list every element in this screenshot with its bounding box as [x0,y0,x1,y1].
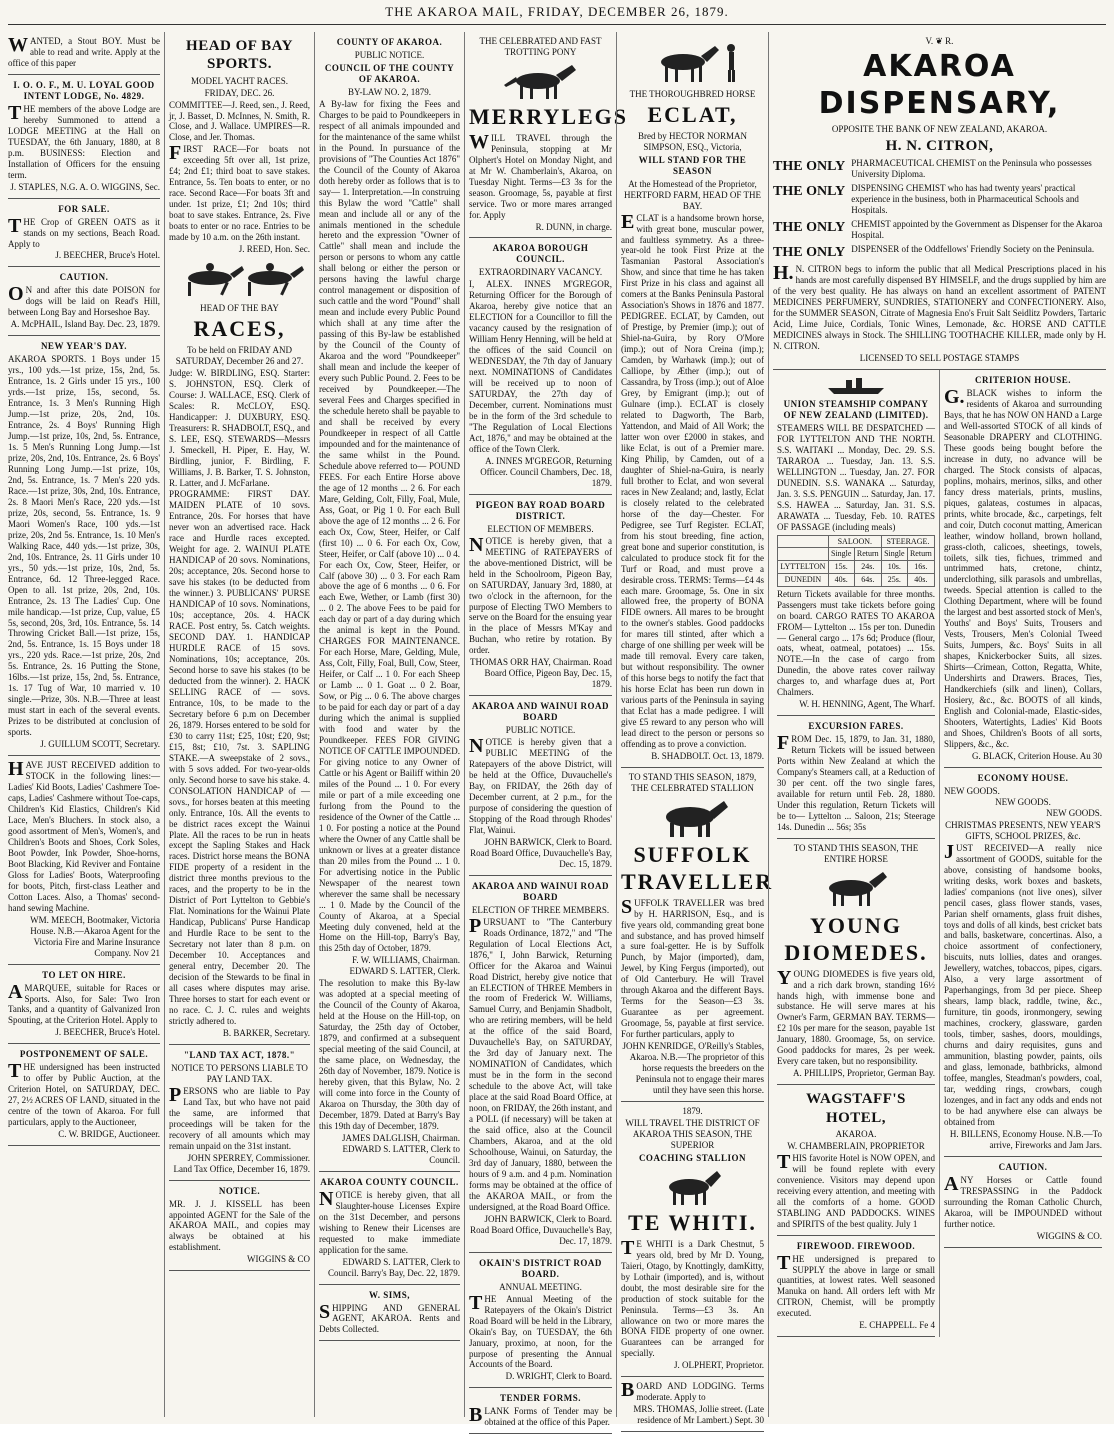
ad-eclat [621,32,764,768]
ad-signature: A. McPHAIL, Island Bay. Dec. 23, 1879. [10,319,160,330]
ad-pre: WILL TRAVEL THE DISTRICT OF AKAROA THIS SEASON, THE SUPERIOR [625,1118,760,1150]
ad-bred: Bred by HECTOR NORMAN SIMPSON, ESQ., Victoria, [637,130,748,152]
ad-title: AKAROA AND WAINUI ROAD BOARD [471,701,610,723]
ad-title: CAUTION. [998,1161,1048,1172]
ad-body: A By-law for fixing the Fees and Charges to be paid to Poundkeepers in respect of all animals impounded and for the maintenance of the same whilst in the Pound. In pursuance of the provisions of "The Counties Act 1876" the Council of the County of Akaroa doth hereby order as follows that is to say— 1. Interpretation.—In construing this Bylaw the word "Cattle" shall mean and include all or any of the animals mentioned in the schedule hereto and the expression "Owner of Cattle" shall mean and include the person or persons to whom any cattle shall belong or either the person or persons having the lawful charge control management or disposition of such cattle and the word "Pound" shall mean and include every Public Pound which shall at any time after the passing of this By-law be established by the Council of the County of Akaroa and the word "Poundkeeper" shall mean and include the keeper of every such Public Pound. 2. Fees to be received by Poundkeeper.—The several Fees and Charges specified in the schedule hereto shall be payable to and shall be received by every Poundkeeper in respect of all Cattle impounded and for the maintenance of the same whilst in the Pound. Schedule above referred to— POUND FEES. For each Entire Horse above the age of 12 months ... 2 6. For each Mare, Gelding, Colt, Filly, Foal, Mule, Ass, Goat, or Pig 1 0. For each Bull above the age of 12 months ... 2 6. For each Ox, Cow, Steer, Heifer, or Calf (first 10) ... 0 6. For each Ox, Cow, Steer, Heifer, or Calf (above 10) ... 0 4. For each Ox, Cow, Steer, Heifer, or Calf (above 30) ... 0 3. For each Ram above the age of 6 months ... 0 6. For each Ewe, Wether, or Lamb (first 30) ... 0 2. The above Fees to be paid for each day or part of a day during which the animal is kept in the Pound. CHARGES FOR MAINTENANCE. For each Horse, Mare, Gelding, Mule, Ass, Colt, Filly, Foal, Bull, Cow, Steer, Heifer, or Calf ... 1 0. For each Sheep or Lamb ... 0 1. Goat ... 0 2. Boar, Sow, or Pig ... 0 6. The above charges to be paid for each day or part of a day during which the animal is supplied with food and water by the Poundkeeper. FEES FOR GIVING NOTICE OF CATTLE IMPOUNDED. For giving notice to any Owner of Cattle or his Agent or Bailiff within 20 miles of the Pound ... 1 0. For every mile or part of a mile exceeding one furlong from the Pound to the residence of the Owner of the Cattle ... 1 0. For posting a notice at the Pound where the Owner of any Cattle shall be unknown or lives at a greater distance than 20 miles from the Pound ... 1 0. For advertising notice in the Public Newspaper of the nearest town wherever the same shall be necessary ... 1 0. Made by the Council of the County of Akaroa, at a Special Meeting duly convened, held at the Home on the Hill-top, Barry's Bay, this 25th day of October, 1879. [319,98,460,954]
ad-county-bylaw [319,32,460,1172]
ad-title: AKAROA COUNTY COUNCIL. [320,1176,459,1187]
ad-date: FRIDAY, DEC. 26. [204,87,275,98]
ad-land-tax [169,1045,310,1181]
ad-signature: F. W. WILLIAMS, Chairman. EDWARD S. LATTER, Clerk. [349,955,460,977]
eco-line: NEW GOODS. [1046,807,1102,818]
ad-subtitle: EXTRAORDINARY VACANCY. [478,267,603,278]
horse-icon [653,1167,733,1207]
ad-subtitle: PUBLIC NOTICE. [505,725,576,736]
rates-cell: 40s. [828,573,854,586]
horse-with-groom-icon [643,38,743,86]
ad-committee: COMMITTEE—J. Reed, sen., J. Reed, jr, J. Basset, D. McInnes, N. Smith, R. Close, and J. Wallace. UMPIRES—R. Close, and Jer. Thomas. [169,99,310,143]
ad-body: TE WHITI is a Dark Chestnut, 5 years old, bred by Mr D. Young, Taieri, Otago, by Knottingly, damKitty, by Lothair (imported), and is, without doubt, the most desirable sire for the production of stock suitable for the Peninsula. Terms—£3 3s. An allowance on two or more mares the BONA FIDE property of one owner. Guarantees can be arranged for specially. [621,1236,764,1359]
ad-body: G.BLACK wishes to inform the residents of Akaroa and surrounding Bays, that he has NOW ON HAND a Large and Well-assorted STOCK of all kinds of Seasonable DRAPERY and CLOTHING. These goods being bought before the increase in duty, no advance will be charged. The Stock consists of alpacas, poplins, mohairs, merinos, silks, and other fancy dress materials, prints, muslins, piques, galateas, costumes in alpacas, prints, white brocade, &c., carpetings, felt and coir, Dutch coconut matting, American leather, window holland, brown holland, grass-cloth, calicoes, sheetings, towels, toilets, silk ties, fichues, trimmed and untrimmed hats, cretone, chintz, underclothing, silk parasols and umbrellas, tweeds. Special attention is called to the Clothing Department, where will be found the largest and best assorted stock of Men's, Youths' and Boys' Suits, Trousers and Vests, Trousers, Men's Colonial Tweed Suits, Jumpers, &c. Boys' Suits in all shapes, Knickerbocker Suits, all sizes. Shirts—Crimean, Cotton, Regatta, White, Undershirts and Drawers. Braces, Ties, Handkerchiefs (silk and linen), Collars, Hosiery, &c., &c. BOOTS of all kinds, English and Colonial-made, Elastic-sides, Shooters, Watertights, Ladies' Kid Boots and Shoes, Children's Boots of all sorts, Slippers, &c., &c. [944,385,1102,749]
ad-lodge [8,75,160,199]
ad-signature: J. GUILLUM SCOTT, Secretary. [40,739,160,750]
ad-body: BOARD AND LODGING. Terms moderate. Apply to [621,1379,764,1403]
ad-signature: JOHN BARWICK, Clerk to Board. Road Board Office, Duvauchelle's Bay, Dec. 17, 1879. [470,1213,612,1246]
ad-dispensary [773,32,1106,370]
ad-economy [944,768,1102,1157]
column-6-left [773,370,939,1337]
ad-tender-forms [469,1388,612,1434]
eco-line: NEW GOODS. [944,785,1000,796]
ad-body: STEAMERS WILL BE DESPATCHED — FOR LYTTELTON AND THE NORTH. S.S. WAITAKI ... Monday, Dec. 29. S.S. TARAROA ... Tuesday, Jan. 13. S.S. WELLINGTON ... Tuesday, Jan. 27. FOR DUNEDIN. S.S. WANAKA ... Saturday, Jan. 3. S.S. PENGUIN ... Saturday, Jan. 17. S.S. HAWEA ... Saturday, Jan. 31. S.S. ARAWATA ... Tuesday, Feb. 10. RATES OF PASSAGE (including meals) [777,422,935,532]
ad-body: FIRST RACE—For boats not exceeding 5ft over all, 1st prize, £4; 2nd £1; third boat to save stakes. Entrance, 5s. Ten boats to enter, or no race. Second Race—For boats 3ft and under. 1st prize, £1; 2nd 10s; third boat to save stakes. Entrance, 2s. Five boats to enter or no race. Entries to be made by 10 a.m. on the 26th instant. [169,142,310,243]
ad-signature: J. REED, Hon. Sec. [238,244,310,255]
steamship-icon [826,376,886,396]
ad-title: HEAD OF BAY SPORTS. [186,38,293,73]
rates-row [778,573,935,586]
column-4 [464,32,629,1428]
ad-body: THE Annual Meeting of the Ratepayers of the Okain's District Road Board will be held in the Library, Okain's Bay, on TUESDAY, the 6th January, proximo, at noon, for the purpose of presenting the Annual Accounts of the Board. [469,1291,612,1370]
ad-subtitle: MODEL YACHT RACES. [191,75,288,86]
ad-body: SHIPPING AND GENERAL AGENT, AKAROA. Rents and Debts Collected. [319,1300,460,1335]
races-officials: Judge: W. BIRDLING, ESQ. Starter: S. JOHNSTON, ESQ. Clerk of Course: J. WALLACE, ESQ. Clerk of Scales: R. McCLOY, ESQ. Handicapper: J. DUXBURY, ESQ. Treasurers: R. SHADBOLT, ESQ., and S. LEE, ESQ. STEWARDS—Messrs J. Smeckell, H. Piper, E. Hay, W. Birdling, junior, F. Birdling, F. Williams, J. B. Barker, T. S. Johnston, R. Latter, and J. McFarlane. [169,367,310,488]
ad-title: NEW YEAR'S DAY. [40,341,128,352]
ad-signature: A. PHILLIPS, Proprietor, German Bay. [792,1068,935,1079]
only-label: THE ONLY [773,159,846,175]
ad-wagstaffs [777,1085,935,1235]
ad-body: ANY Horses or Cattle found TRESPASSING in the Paddock surrounding the Roman Catholic Church, Akaroa, will be IMPOUNDED without further notice. [944,1172,1102,1229]
ad-title: UNION STEAMSHIP COMPANY OF NEW ZEALAND (LIMITED). [783,399,929,420]
ad-body: PURSUANT to "The Canterbury Roads Ordinance, 1872," and "The Regulation of Local Elections Act, 1876," I, John Barwick, Returning Officer for the Akaroa and Wainui Road District, hereby give notice that an ELECTION of THREE Members in the room of Frederick W. Williams, Samuel Curry, and Benjamin Shadbolt, who are retiring members, will be held at the office of the said Board, Duvauchelle's Bay, on SATURDAY, the 3rd day of January next. The NOMINATION of Candidates, which must be in the form in the second schedule to the above Act, will take place at the said Road Board Office, at noon, on FRIDAY, the 26th instant, and a POLL (if necessary) will be taken at the said office, also at the Council Chambers, Akaroa, and at the old Schoolhouse, Wainui, on Saturday, the 3rd day of January, 1880, between the hours of 9 a.m. and 4 p.m. Nomination forms may be obtained at the office of the AKAROA MAIL, or from the undersigned, at the Road Board Office. [469,914,612,1212]
ad-title: CRITERION HOUSE. [974,375,1072,385]
ad-opposite: OPPOSITE THE BANK OF NEW ZEALAND, AKAROA. [831,124,1048,135]
draught-horse-icon [648,797,738,839]
ad-signature: A. INNES M'GREGOR, Returning Officer. Council Chambers, Dec. 18, 1879. [480,455,612,488]
column-1 [4,32,164,1417]
ad-subtitle: ELECTION OF THREE MEMBERS. [471,904,610,915]
ad-title: ECONOMY HOUSE. [977,772,1069,783]
racing-horses-icon [170,258,310,300]
royal-emblem: V. ❦ R. [925,36,954,46]
ad-excursion [777,716,935,839]
ad-body: I, ALEX. INNES M'GREGOR, Returning Officer for the Borough of Akaroa, hereby give notice that an ELECTION for a Councillor to fill the vacancy caused by the resignation of William Henry Henning, will be held at the offices of the said Council on WEDNESDAY, the 7th day of January next. NOMINATIONS of Candidates will be received up to noon of SATURDAY, the 27th day of December, current. Nominations must be in the form of the 3rd schedule to "The Regulation of Local Elections Act, 1876," and may be obtained at the office of the Town Clerk. [469,279,612,454]
ad-signature: B. SHADBOLT. Oct. 13, 1879. [651,751,764,762]
only-row [773,183,1106,216]
ad-te-whiti [621,1102,764,1377]
only-row [773,244,1106,261]
ad-title: TE WHITI. [628,1209,757,1235]
rates-cell: STEERAGE. [881,535,934,548]
column-6-split [773,370,1106,1337]
only-label: THE ONLY [773,184,846,200]
ad-body: YOUNG DIOMEDES is five years old, and a rich dark brown, standing 16½ hands high, with immense bone and substance. He will serve mares at his Owner's Farm, GERMAN BAY. TERMS—£2 10s per mare for the season, payable 1st January, 1880. Groomage, 5s, on service. Good paddocks for mares, 2s per week. Every care taken, but no responsibility. [777,966,935,1067]
ad-wanted-boy [8,32,160,75]
ad-body: WANTED, a Stout BOY. Must be able to read and write. Apply at the office of this paper [8,34,160,68]
ad-signature: J. BEECHER, Bruce's Hotel. [55,1027,160,1038]
races-pre: HEAD OF THE BAY [200,303,279,314]
ad-title: COUNTY OF AKAROA. [336,37,443,47]
ad-body: MR. J. J. KISSELL has been appointed AGENT for the Sale of the AKAROA MAIL, and copies may always be obtained at his establishment. [169,1198,310,1253]
ad-signature: J. OLPHERT, Proprietor. [673,1360,764,1371]
ad-title: NOTICE. [218,1185,261,1196]
ad-body: FROM Dec. 15, 1879, to Jan. 31, 1880, Return Tickets will be issued between Ports within New Zealand at which the Company's Steamers call, at a Reduction of 30 per cent. off the two single fares, available for return until Feb. 28, 1880. Under this regulation, Return Tickets will be to— Lyttelton ... Saloon, 21s; Steerage 14s. Dunedin ... 56s; 35s [777,732,935,832]
ad-body: SUFFOLK TRAVELLER was bred by H. HARRISON, Esq., and is five years old, commanding great bone and substance, and has proved himself a sure foal-getter. He is by Suffolk Punch, by Major (imported), dam, Jewel, by King Fergus (imported), out of Old Canterbury. He will Travel through Akaroa and the different Bays. Terms for the Season—£3 3s. Guarantee as per agreement. Groomage, 5s, payable at first service. For further particulars, apply to [621,895,764,1040]
ad-title: SUFFOLK TRAVELLER [621,841,774,894]
ad-title: AKAROA DISPENSARY, [818,48,1061,121]
ad-body: ON and after this date POISON for dogs will be laid on Read's Hill, between Long Bay and Horseshoe Bay. [8,283,160,318]
ad-head-of-bay-sports [169,32,310,1045]
ad-subtitle: ANNUAL MEETING. [499,1281,582,1292]
ad-body: WILL TRAVEL through the Peninsula, stopping at Mr Olphert's Hotel on Monday Night, and at Mr W. Chamberlain's, Akaroa, on Tuesday Night. Terms—£3 3s for the season. Groomage, 5s, payable at first service. Two or more mares arranged for. Apply [469,130,612,220]
only-text: DISPENSER of the Oddfellows' Friendly Society on the Peninsula. [851,244,1095,255]
ad-pigeon-bay [469,495,612,696]
ad-young-diomedes [777,839,935,1085]
ad-board-lodging [621,1377,764,1432]
ad-body: NOTICE is hereby given, that a MEETING of RATEPAYERS of the above-mentioned District, will be held in the Schoolroom, Pigeon Bay, on SATURDAY, January 3rd, 1880, at two o'clock in the afternoon, for the purpose of Electing TWO Members to serve on the Board for the ensuing year in the place of Messrs M'Kay and Buchan, who retire by rotation. By order. [469,533,612,656]
ad-body: THE undersigned is prepared to SUPPLY the above in large or small quantities, at lowest rates. Well seasoned Manuka on hand. All orders left with Mr CITRON, Chemist, will be promptly executed. [777,1251,935,1319]
ad-signature: G. BLACK, Criterion House. Au 30 [972,750,1102,761]
ad-title: TO LET ON HIRE. [42,969,126,980]
ad-body: NOTICE is hereby given that a PUBLIC MEETING of the Ratepayers of the above District, will be held at the Office, Duvauchelle's Bay, on FRIDAY, the 26th day of December current, at 2 p.m., for the purpose of considering the question of Stopping of the Road through Rhodes' Flat, Wainui. [469,735,612,835]
rates-cell: Return [854,548,881,561]
ad-wainui-public [469,696,612,876]
ad-wainui-election [469,876,612,1253]
ad-union-steamship [777,370,935,716]
ad-title: W. SIMS, [369,1289,410,1300]
ad-body: THIS favorite Hotel is NOW OPEN, and will be found replete with every convenience. Visitors may depend upon receiving every attention, and meeting with all the comforts of a home. GOOD STABLING AND PADDOCKS. WINES and SPIRITS of the best quality. July 1 [777,1150,935,1229]
rates-cell: 24s. [854,561,881,574]
ad-body-2: Return Tickets available for three months. Passengers must take tickets before going on board. CARGO RATES TO AKAROA FROM— Lyttelton ... 15s per ton. Dunedin — General cargo ... 17s 6d; Produce (flour, oats, wheat, oatmeal, potatoes) ... 15s. NOTE.—In the case of cargo from Dunedin, the above rates cover railway charges to, and wharfage dues at, Port Chalmers. [777,588,935,698]
races-when: To be held on FRIDAY AND SATURDAY, December 26 and 27. [175,344,304,366]
ad-proprietor: H. N. CITRON, [885,138,994,155]
ad-subtitle: CHRISTMAS PRESENTS, NEW YEAR'S GIFTS, SCHOOL PRIZES, &c. [945,819,1101,841]
ad-postponement [8,1044,160,1146]
rates-cell: 40s. [907,573,934,586]
ad-signature: JOHN SPERREY, Commissioner. Land Tax Office, December 16, 1879. [173,1152,310,1174]
ad-body: NOTICE is hereby given, that all Slaughter-house Licenses Expire on the 31st December, and persons wishing to Renew their Licenses are requested to make immediate application for the same. [319,1187,460,1255]
ad-to-let [8,965,160,1045]
ad-signature: EDWARD S. LATTER, Clerk to Council. Barry's Bay, Dec. 22, 1879. [327,1256,460,1278]
rates-row [778,561,935,574]
ad-merrylegs [469,32,629,238]
ad-signature: WIGGINS & CO [247,1254,310,1265]
rates-cell: Return [907,548,934,561]
ad-suffolk [621,768,774,1102]
ad-notice-agent [169,1181,310,1272]
ad-caution-poison [8,267,160,336]
ad-borough-council [469,238,612,494]
column-6 [768,32,1110,1417]
rates-cell: 25s. [881,573,907,586]
rates-cell: LYTTELTON [778,561,829,574]
ad-title: YOUNG DIOMEDES. [784,912,928,965]
ad-title: FOR SALE. [58,203,110,214]
ad-pre: TO STAND THIS SEASON, 1879, THE CELEBRATED STALLION [628,772,757,793]
ad-title: WAGSTAFF'S HOTEL, [806,1091,906,1126]
ad-okains [469,1253,612,1389]
ad-sports [8,336,160,756]
only-label: THE ONLY [773,245,846,261]
ad-body: H.N. CITRON begs to inform the public that all Medical Prescriptions placed in his hands are most carefully dispensed BY HIMSELF, and the drugs supplied by him are of the very best quality. He has always on hand an excellent assortment of PATENT MEDICINES PERFUMERY, SUNDRIES, STATIONERY and CONFECTIONERY. Also, for the SUMMER SEASON, Citrate of Magnesia Eno's Fruit Salt Seidlitz Powders, Tartaric Acid, Lime Juice, Cordials, Tonic Wines, Lemonade, &c. HORSE AND CATTLE MEDICINES always in Stock. The SHILLING TOOTHACHE KILLER, made only by H. N. CITRON. [773,262,1106,352]
ad-subtitle: ELECTION OF MEMBERS. [487,523,594,534]
ad-criterion [944,370,1102,768]
ad-signature: JOHN KENRIDGE, O'Reilly's Stables, Akaroa. N.B.—The proprietor of this horse requests the breeders on the Peninsula not to engage their mares until they have seen this horse. [622,1041,764,1096]
ad-title: "LAND TAX ACT, 1878." [183,1049,296,1060]
ad-county-council [319,1172,460,1285]
only-text: CHEMIST appointed by the Government as Dispenser for the Akaroa Hospital. [851,219,1103,241]
ad-signature: WM. MEECH, Bootmaker, Victoria House. N.B.—Akaroa Agent for the Victoria Fire and Marine Insurance Company. Nov 21 [30,914,160,958]
ad-signature: B. BARKER, Secretary. [222,1027,310,1038]
ad-body: PERSONS who are liable to Pay Land Tax, but who have not paid the same, are informed that proceedings will be taken for the recovery of all amounts which may remain unpaid on the 31st instant. [169,1083,310,1151]
column-5 [616,32,774,1426]
ad-body: JUST RECEIVED—A really nice assortment of GOODS, suitable for the above, consisting of handsome books, writing desks, work boxes and baskets, ladies' companions (not live ones), silver pencil cases, glass flower stands, vases, Parian shelf ornaments, glass fruit dishes, toys and dolls of all kinds, best cricket bats and balls, basketware, concertinas. Also, a choice assortment of confectionery, biscuits, nuts lollies, dates and oranges. Jewellery, watches, tobaccos, pipes, cigars. Also, a very large assortment of Paperhangings, from 3d per piece. Sheep shears, lamp black, raddle, twine, &c., furniture, tin goods, ironmongery, sewing machines, crockery, glassware, garden tools, timber, sashes, doors, mouldings, churns and dairy requisites, guns and ammunition, blasting powder, paints, oils and glass, lemonade, bathbricks, almond toffee, mangles, Steadman's powders, coal, tar, wedding rings, crowbars, cough lozenges, and in fact any odds and ends not to be had anywhere else can always be obtained from [944,840,1102,1127]
ad-title: I. O. O. F., M. U. LOYAL GOOD INTENT LODGE, No. 4829. [13,79,155,101]
rates-cell: 10s. [881,561,907,574]
ad-title: CAUTION. [59,272,109,283]
ad-title: POSTPONEMENT OF SALE. [19,1049,149,1060]
ad-proprietor: W. CHAMBERLAIN, PROPRIETOR [787,1140,925,1151]
column-2 [164,32,314,1417]
column-6-right [939,370,1106,1337]
ad-sims-agent [319,1285,460,1342]
ad-signature: WIGGINS & CO. [1036,1230,1102,1241]
rates-cell: DUNEDIN [778,573,829,586]
rates-cell: Single [828,548,854,561]
rates-cell [778,535,829,548]
ad-title: PIGEON BAY ROAD BOARD DISTRICT. [475,499,606,521]
ad-body: AMARQUEE, suitable for Races or Sports. Also, for Sale: Two Iron Tanks, and a quantity of Galvanized Iron Spouting, at the Criterion Hotel. Apply to [8,980,160,1026]
only-label: THE ONLY [773,220,846,236]
races-programme: PROGRAMME: FIRST DAY. MAIDEN PLATE of 10 sovs. Entrance, 20s. For horses that have never won an advertised race. Hack race and Hurdle races excepted. Weight for age. 2. WAINUI PLATE HANDICAP of 20 sovs. Nominations, 20s; acceptance, 20s. Second horse to save his stakes (to be deducted from the winner.) 3. PUBLICANS' PURSE HANDICAP of 10 sovs. Nominations, 10s; acceptance, 20s. 4. HACK RACE. Post entry, 5s. Catch weights. SECOND DAY. 1. HANDICAP HURDLE RACE of 15 sovs. Nominations, 10s; acceptance, 20s. Second horse to save his stakes (to be deducted from the winner). 2. HACK SELLING RACE of — sovs. Entrance, 10s, to be made to the Secretary before 6 p.m on December 26, 1879. Horses entered to be sold for £30 to carry 11st; £25, 10st; £20, 9st; £15, 8st; £10, 7st. 3. SAPLING STAKE.—A sweepstake of 2 sovs., with 5 sovs added. For two-year-olds only. Second horse to save his stake. 4. CONSOLATION HANDICAP of — sovs., for horses beaten at this meeting only. Entrance, 10s. All the events to be district races except the Wainui Plate. All the races to be run in heats except the Sapling Stakes and Hack races. District horse means the BONA FIDE property of a resident in the district three months previous to the races, and the property to be in the District of Port Lyttelton to Gebbie's Flat. Nominations for the Wainui Plate Handicap, Publicans' Purse Handicap and Hurdle Race to be sent to the Secretary not later than 8 p.m. on December 10. Acceptances and general entry, December 20. The decision of the Stewards to be final in all cases where disputes may arise. Three horses to start for each event or no race. C. J. C. rules and weights strictly adhered to. [169,489,310,1026]
rates-table [777,535,935,587]
ad-signature: C. W. BRIDGE, Auctioneer. [58,1129,160,1140]
races-title: RACES, [193,316,286,342]
ad-resolution: The resolution to make this By-law was adopted at a special meeting of the Council of the County of Akaroa, held at the House on the Hill-top, on Saturday, the 25th day of October, 1879, and confirmed at a subsequent special meeting of the said Council, at the same place, on Wednesday, the 26th day of November, 1879. Notice is hereby given, that this Bylaw, No. 2 will come into force in the County of Akaroa on Thursday, the 30th day of December, 1879. Dated at Barry's Bay this 19th day of December, 1879. [319,978,460,1131]
rates-cell: 16s. [907,561,934,574]
ad-signature: THOMAS ORR HAY, Chairman. Road Board Office, Pigeon Bay, Dec. 15, 1879. [469,657,612,690]
ad-body: THE undersigned has been instructed to offer by Public Auction, at the Criterion Hotel, on SATURDAY, DEC. 27, 2½ ACRES OF LAND, situated in the centre of the town of Akaroa. For full particulars, apply to the Auctioneer, [8,1060,160,1128]
ad-location: At the Homestead of the Proprietor, HERTFORD FARM, HEAD OF THE BAY. [624,178,761,211]
ad-pre: TO STAND THIS SEASON, THE ENTIRE HORSE [793,842,919,864]
rates-cell: 64s. [854,573,881,586]
ad-subtitle: PUBLIC NOTICE. [354,49,425,60]
rates-subheader [778,548,935,561]
eco-line: NEW GOODS. [995,796,1051,807]
ad-title: OKAIN'S DISTRICT ROAD BOARD. [479,1257,602,1279]
ad-signature: MRS. THOMAS, Jollie street. (Late residence of Mr Lambert.) Sept. 30 [633,1404,764,1426]
ad-pre: THE CELEBRATED AND FAST TROTTING PONY [479,36,602,57]
ad-bootmaker [8,756,160,964]
ad-title: FIREWOOD. FIREWOOD. [796,1240,916,1251]
horse-icon [496,61,586,101]
ad-body: HAVE JUST RECEIVED addition to STOCK in the following lines:—Ladies' Kid Boots, Ladies' Cashmere Toe-caps, Ladies' Cashmere without Toe-caps, Children's Kid Elastics, Children's Kid Lace, Men's Bluchers. In stock also, a good assortment of Men's, Women's, and Children's Boots and Shoes, Cork Soles, Boot Powder, Ink Powder, Shoe-horns, Boot Blacking, Kid Reviver and Fontaine Gloss for Ladies' Boots, Waterproofing for boots, Pitch, first-class Leather and Cotton Laces. Also, a Thomas' second-hand sewing Machine. [8,758,160,913]
ad-signature: JOHN BARWICK, Clerk to Board. Road Board Office, Duvauchelle's Bay, Dec. 15, 1879. [470,836,612,869]
horse-icon [811,868,901,910]
ad-signature: D. WRIGHT, Clerk to Board. [505,1371,612,1382]
masthead: THE AKAROA MAIL, FRIDAY, DECEMBER 26, 1879. [8,4,1106,25]
ad-pre: THE THOROUGHBRED HORSE [629,89,756,99]
only-row [773,158,1106,180]
rates-cell: Single [881,548,907,561]
rates-cell: SALOON. [828,535,881,548]
rates-header [778,535,935,548]
ad-licensed: LICENSED TO SELL POSTAGE STAMPS [859,353,1020,364]
ad-title: TENDER FORMS. [499,1393,581,1404]
only-text: DISPENSING CHEMIST who has had twenty years' practical experience in the business, both in Pharmaceutical Schools and Hospitals. [851,183,1079,216]
ad-title: MERRYLEGS [469,103,629,129]
ad-subtitle: AKAROA. [835,1128,877,1139]
ad-signature: R. DUNN, in charge. [535,221,612,232]
ad-body: AKAROA SPORTS. 1 Boys under 15 yrs., 100 yds.—1st prize, 15s, 2nd, 5s. Entrance, 1s. 2 Girls under 15 yrs., 100 yrds.—1st prize, 15s, second, 5s. Entrance, 1s. 3 Men's Running High Jump.—1st prize, 20s, 2nd, 10s. Entrance, 2s. 4 Boys' Running High Jump.—1st prize, 10s, 2nd, 5s. Entrance, 1s. 5 Men's Running Long Jump.—1st prize, 20s, 2nd, 10s. Entrance, 2s. 6 Boys' Running Long Jump.—1st prize, 10s, 2nd, 5s. Entrance, 1s. 7 Men's 220 yds. Race.—1st prize, 30s, 2nd, 10s. Entrance, 2s. 8 Maori Men's Race, 220 yds.—1st prize, 20s, second, 5s. Entrance, 1s. 9 Maori Women's Race, 100 yds.—1st prize, 20s, 2nd 5s. Entrance, 1s. 10 Men's Walking Race, 440 yds.—1st prize, 30s, 2nd, 10s. Entrance, 2s. 11 Girls under 10 yrs., 50 yds.—1st prize, 10s, 2nd, 5s. Entrance, 6d. 12 Three-legged Race. Open to all. 1st prize, 20s, 2nd, 10s. Entrance, 2s. 13 The Ladies' Cup. One mile handicap.—1st prize, Cup, value, £5 5s, second, 20s, 3rd, 10s. Entrance, 5s. 14 Throwing Cricket Ball.—1st prize, 15s, 2nd, 5s. Entrance, 1s. 15 Boys under 18 yrs., 220 yds. Race.—1st prize, 20s, 2nd 5s. Entrance, 2s. 16 Putting the Stone, 16lbs.—1st prize, 15s, 2nd, 5s. Entrance, 1s. 17 Tug of War, 10 married v. 10 single.—Prize, 30s. N.B.—Three at least must start in each of the several events. Prizes to be distributed at conclusion of sports. [8,354,160,738]
ad-body: BLANK Forms of Tender may be obtained at the office of this Paper. [469,1404,612,1428]
ad-subtitle: NOTICE TO PERSONS LIABLE TO PAY LAND TAX. [171,1062,308,1084]
ad-title: ECLAT, [647,101,738,127]
ad-title: AKAROA BOROUGH COUNCIL. [492,243,589,265]
rates-cell: 15s. [828,561,854,574]
only-text: PHARMACEUTICAL CHEMIST on the Peninsula who possesses University Diploma. [851,158,1092,180]
ad-signature: J. BEECHER, Bruce's Hotel. [55,250,160,261]
ad-bylaw-number: BY-LAW NO. 2, 1879. [347,86,432,97]
ad-signature: W. H. HENNING, Agent, The Wharf. [799,699,935,710]
ad-title: AKAROA AND WAINUI ROAD BOARD [471,880,610,902]
ad-heading: COUNCIL OF THE COUNTY OF AKAROA. [324,62,455,84]
ad-year: 1879. [682,1106,703,1117]
ad-body: THE members of the above Lodge are hereby Summoned to attend a LODGE MEETING at the Hall on TUESDAY, the 6th January, 1880, at 8 p.m. BUSINESS: Election and Installation of Officers for the ensuing term. [8,101,160,180]
ad-body: THE Crop of GREEN OATS as it stands on my sections, Beach Road. Apply to [8,214,160,249]
only-row [773,219,1106,241]
ad-signature: JAMES DALGLISH, Chairman. EDWARD S. LATTER, Clerk to Council. [342,1132,460,1165]
ad-stand: WILL STAND FOR THE SEASON [638,154,747,176]
ad-firewood [777,1236,935,1338]
ad-body: ECLAT is a handsome brown horse, with great bone, muscular power, and faultless symmetry. As a three-year-old he took First Prize at the Tasmanian Pastoral Association's Show, and since that time he has taken First Prize in his class and against all comers at the Banks Peninsula Pastoral Association's Shows in 1876 and 1877. PEDIGREE. ECLAT, by Camden, out of Prestige, by Premier (imp.); out of Shiel-na-Guira, by Rory O'More (imp.); out of Nora Creina (imp.); Camden, by Warhawk (imp.); out of Calliope, by Æther (imp.); out of Cassandra, by Tross (imp.); out of Aloe Grey, by Emigrant (imp.); out of Gulnare (imp.). ECLAT is closely related to Dagworth, The Barb, Yattendon, and Maid of All Work; the latter won over £2000 in stakes, and like Eclat, is out of a Premier mare. King Philip, by Camden, out of a daughter of Shiel-na-Guira, is nearly full brother to Eclat, and won several races in New Zealand; and, lastly, Eclat is closely related to the celebrated horse of the day—Chester. For Pedigree, see Turf Register. ECLAT, from his stout breeding, fine action, great bone and superior constitution, is calculated to produce stock fit for the Turf or Road, and must prove a desirable cross. TERMS: Terms—£4 4s each mare. Groomage, 5s. One in six allowed free, the property of BONA FIDE owners. All mares to be brought to the owner's stables. Good paddocks for mares till stinted, after which a charge of one shilling per week will be made till removal. Every care taken, but without responsibility. The owner of this horse begs to notify the fact that his horse Eclat has been run down in various parts of the Peninsula in saying that Eclat has a made pedigree. I will give £5 reward to any person who will lead direct to the person or persons so offending as to prove a conviction. [621,210,764,750]
ad-subtitle: COACHING STALLION [638,1152,747,1163]
ad-signature: H. BILLENS, Economy House. N.B.—To arrive, Fireworks and Jam Jars. [949,1128,1102,1150]
ad-signature: E. CHAPPELL. Fe 4 [859,1320,935,1331]
rates-cell [778,548,829,561]
ad-caution-trespass [944,1157,1102,1248]
ad-title: EXCURSION FARES. [808,721,904,732]
column-3 [314,32,464,1417]
ad-for-sale [8,199,160,268]
ad-signature: J. STAPLES, N.G. A. O. WIGGINS, Sec. [10,181,160,192]
